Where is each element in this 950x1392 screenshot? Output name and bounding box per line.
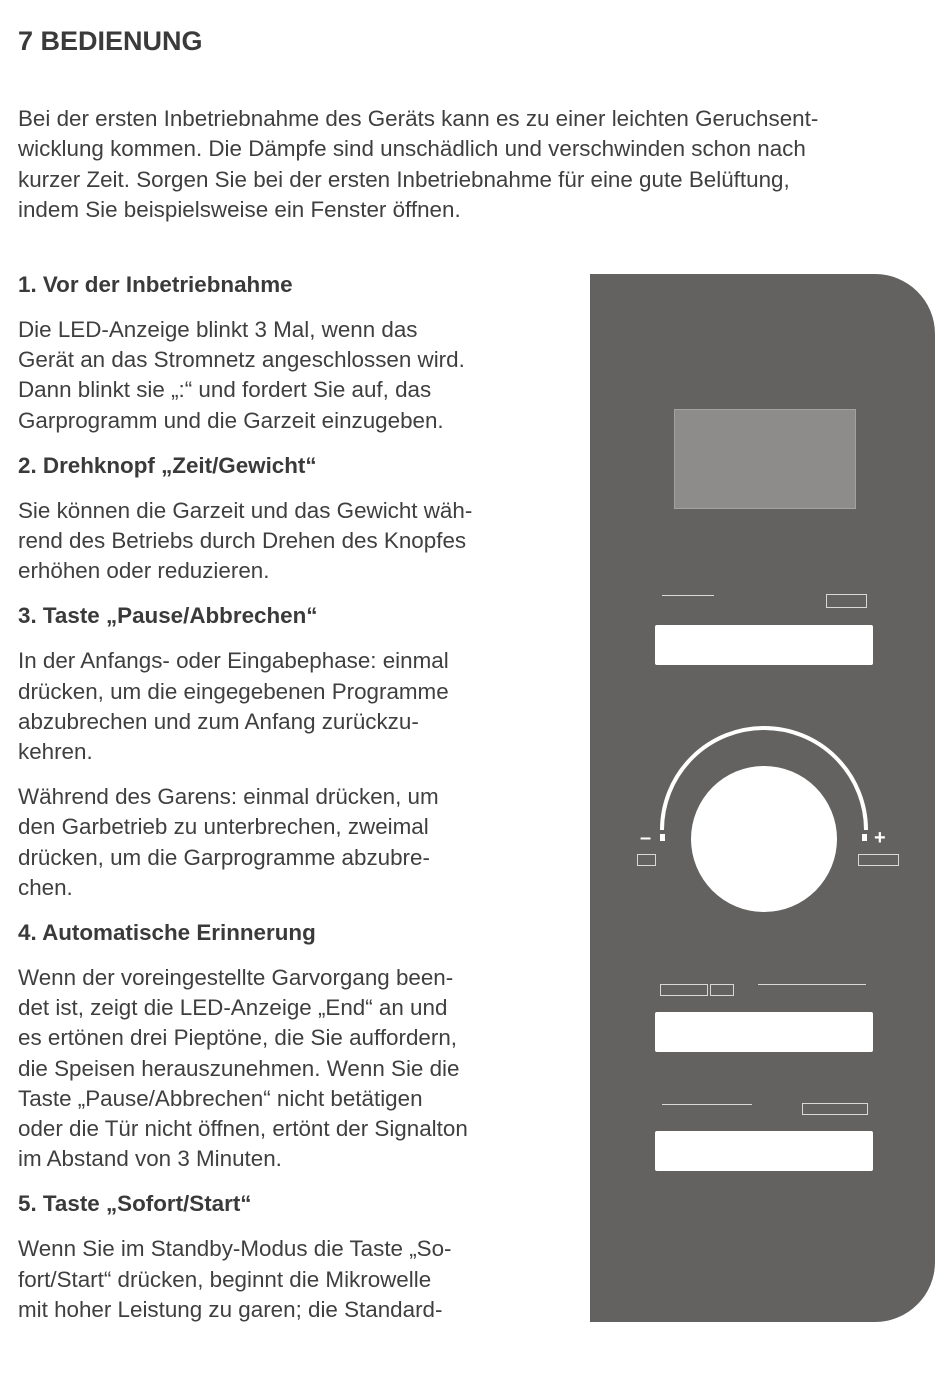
- label-placeholder-line: [662, 1104, 752, 1105]
- intro-line: indem Sie beispielsweise ein Fenster öffnen.: [18, 196, 461, 222]
- time-weight-knob: [691, 766, 837, 912]
- section-paragraph: Wenn Sie im Standby-Modus die Taste „So- fort/Start“ drücken, beginnt die Mikrowelle mit hoher Leistung zu garen; die Standard-: [18, 1236, 452, 1322]
- instructions-column: [18, 270, 563, 1325]
- label-placeholder-line: [758, 984, 866, 985]
- section-paragraph: Während des Garens: einmal drücken, um den Garbetrieb zu unterbrechen, zweimal drücken, um die Garprogramme abzubre- chen.: [18, 784, 439, 900]
- section-heading: 1. Vor der Inbetriebnahme: [18, 272, 293, 297]
- minus-sign: –: [640, 827, 652, 849]
- intro-line: kurzer Zeit. Sorgen Sie bei der ersten Inbetriebnahme für eine gute Belüftung,: [18, 166, 790, 192]
- page-title: 7 BEDIENUNG: [18, 26, 203, 56]
- label-placeholder-box: [802, 1103, 868, 1115]
- section-paragraph: Die LED-Anzeige blinkt 3 Mal, wenn das Gerät an das Stromnetz angeschlossen wird. Dann blinkt sie „:“ und fordert Sie auf, das Garprogramm und die Garzeit einzugeben.: [18, 317, 465, 433]
- intro-paragraph: [18, 104, 938, 225]
- intro-line: wicklung kommen. Die Dämpfe sind unschädlich und verschwinden schon nach: [18, 136, 806, 162]
- section-paragraph: Wenn der voreingestellte Garvorgang been- det ist, zeigt die LED-Anzeige „End“ an und es ertönen drei Pieptöne, die Sie auffordern, die Speisen herauszunehmen. Wenn Sie die Taste „Pause/Abbrechen“ nicht betätigen oder die Tür nicht öffnen, ertönt der Signalton im Abstand von 3 Minuten.: [18, 965, 468, 1172]
- control-panel-illustration: [590, 274, 935, 1322]
- section-paragraph: In der Anfangs- oder Eingabephase: einmal drücken, um die eingegebenen Programme abzubrechen und zum Anfang zurückzu- kehren.: [18, 648, 449, 765]
- plus-sign: +: [874, 827, 886, 849]
- section-heading: 5. Taste „Sofort/Start“: [18, 1191, 252, 1217]
- panel-button-bottom: [655, 1131, 873, 1171]
- label-placeholder-box: [710, 984, 734, 996]
- label-placeholder-box: [637, 854, 656, 866]
- section-heading: 3. Taste „Pause/Abbrechen“: [18, 603, 318, 629]
- label-placeholder-box: [660, 984, 708, 996]
- intro-line: Bei der ersten Inbetriebnahme des Geräts kann es zu einer leichten Geruchsent-: [18, 106, 819, 131]
- section-heading: 4. Automatische Erinnerung: [18, 920, 316, 946]
- label-placeholder-box: [858, 854, 899, 866]
- section-paragraph: Sie können die Garzeit und das Gewicht wäh- rend des Betriebs durch Drehen des Knopfes erhöhen oder reduzieren.: [18, 497, 473, 584]
- section-heading: 2. Drehknopf „Zeit/Gewicht“: [18, 452, 317, 478]
- panel-button-middle: [655, 1012, 873, 1052]
